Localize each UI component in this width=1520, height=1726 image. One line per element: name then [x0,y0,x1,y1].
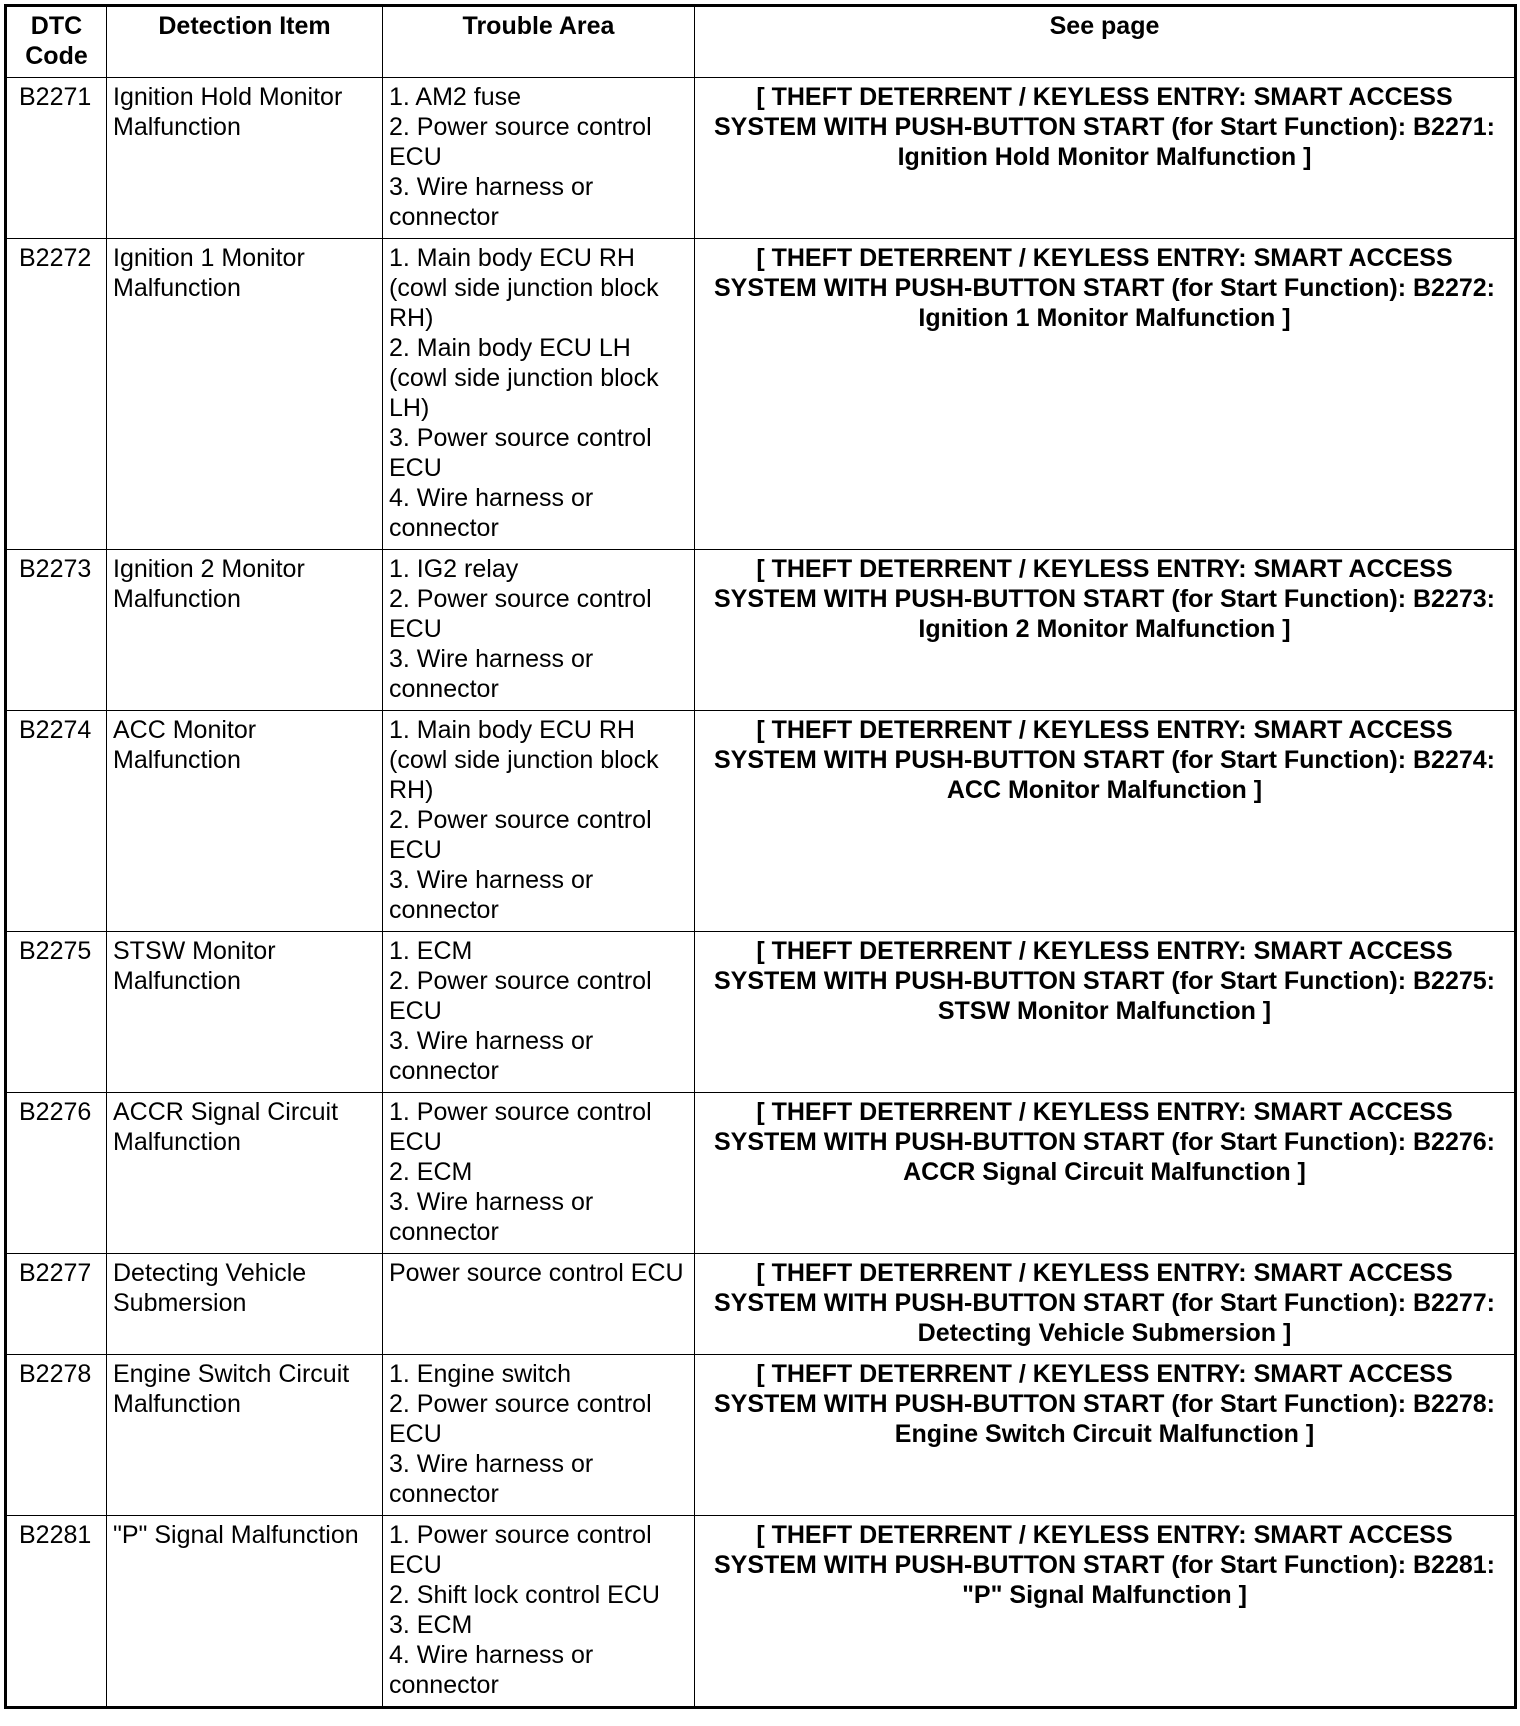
see-page-link[interactable]: [ THEFT DETERRENT / KEYLESS ENTRY: SMART ACCESS SYSTEM WITH PUSH-BUTTON START (for Start Function): B2277: Detecting Vehicle Submersion ] [695,1254,1516,1355]
trouble-area-cell [383,1254,695,1355]
trouble-area-item: 1. Main body ECU RH (cowl side junction block RH) [389,716,659,804]
trouble-area-item: 2. Power source control ECU [389,1390,652,1448]
trouble-area-item: 1. Engine switch [389,1360,572,1388]
table-row [6,1516,1516,1708]
trouble-area-item: Power source control ECU [389,1259,684,1287]
header-see-page: See page [695,6,1516,78]
trouble-area-item: 2. Main body ECU LH (cowl side junction block LH) [389,334,659,422]
dtc-code-cell: B2275 [6,932,107,1093]
trouble-area-item: 1. Power source control ECU [389,1521,652,1579]
see-page-link[interactable]: [ THEFT DETERRENT / KEYLESS ENTRY: SMART ACCESS SYSTEM WITH PUSH-BUTTON START (for Start Function): B2281: "P" Signal Malfunction ] [695,1516,1516,1708]
see-page-link[interactable]: [ THEFT DETERRENT / KEYLESS ENTRY: SMART ACCESS SYSTEM WITH PUSH-BUTTON START (for Start Function): B2273: Ignition 2 Monitor Malfunction ] [695,550,1516,711]
trouble-area-item: 3. Wire harness or connector [389,645,594,703]
detection-item-cell: Ignition 2 Monitor Malfunction [107,550,383,711]
table-row [6,1093,1516,1254]
detection-item-cell: ACCR Signal Circuit Malfunction [107,1093,383,1254]
trouble-area-item: 3. Wire harness or connector [389,1027,594,1085]
trouble-area-item: 3. Power source control ECU [389,424,652,482]
table-header-row [6,6,1516,78]
trouble-area-item: 1. AM2 fuse [389,83,522,111]
trouble-area-item: 2. Power source control ECU [389,967,652,1025]
table-row [6,550,1516,711]
trouble-area-item: 3. Wire harness or connector [389,866,594,924]
trouble-area-cell [383,1093,695,1254]
table-row [6,78,1516,239]
trouble-area-item: 1. Power source control ECU [389,1098,652,1156]
table-row [6,1254,1516,1355]
see-page-link[interactable]: [ THEFT DETERRENT / KEYLESS ENTRY: SMART ACCESS SYSTEM WITH PUSH-BUTTON START (for Start Function): B2275: STSW Monitor Malfunction ] [695,932,1516,1093]
header-detection-item: Detection Item [107,6,383,78]
detection-item-cell: Detecting Vehicle Submersion [107,1254,383,1355]
see-page-link[interactable]: [ THEFT DETERRENT / KEYLESS ENTRY: SMART ACCESS SYSTEM WITH PUSH-BUTTON START (for Start Function): B2278: Engine Switch Circuit Malfunction ] [695,1355,1516,1516]
trouble-area-cell [383,932,695,1093]
table-row [6,711,1516,932]
dtc-code-cell: B2276 [6,1093,107,1254]
dtc-code-cell: B2274 [6,711,107,932]
detection-item-cell: ACC Monitor Malfunction [107,711,383,932]
header-trouble-area: Trouble Area [383,6,695,78]
detection-item-cell: "P" Signal Malfunction [107,1516,383,1708]
dtc-table [4,4,1517,1709]
table-row [6,932,1516,1093]
header-dtc-code-line1: DTC [30,12,83,40]
trouble-area-item: 3. ECM [389,1611,473,1639]
table-body [6,78,1516,1708]
trouble-area-item: 1. Main body ECU RH (cowl side junction block RH) [389,244,659,332]
dtc-code-cell: B2271 [6,78,107,239]
header-dtc-code-line2: Code [25,42,88,70]
trouble-area-item: 3. Wire harness or connector [389,1450,594,1508]
dtc-code-cell: B2281 [6,1516,107,1708]
dtc-code-cell: B2273 [6,550,107,711]
trouble-area-cell [383,1516,695,1708]
trouble-area-item: 1. IG2 relay [389,555,519,583]
trouble-area-cell [383,1355,695,1516]
dtc-code-cell: B2277 [6,1254,107,1355]
table-row [6,239,1516,550]
see-page-link[interactable]: [ THEFT DETERRENT / KEYLESS ENTRY: SMART ACCESS SYSTEM WITH PUSH-BUTTON START (for Start Function): B2274: ACC Monitor Malfunction ] [695,711,1516,932]
trouble-area-cell [383,239,695,550]
table-row [6,1355,1516,1516]
see-page-link[interactable]: [ THEFT DETERRENT / KEYLESS ENTRY: SMART ACCESS SYSTEM WITH PUSH-BUTTON START (for Start Function): B2271: Ignition Hold Monitor Malfunction ] [695,78,1516,239]
see-page-link[interactable]: [ THEFT DETERRENT / KEYLESS ENTRY: SMART ACCESS SYSTEM WITH PUSH-BUTTON START (for Start Function): B2276: ACCR Signal Circuit Malfunction ] [695,1093,1516,1254]
trouble-area-item: 4. Wire harness or connector [389,1641,594,1699]
detection-item-cell: Ignition Hold Monitor Malfunction [107,78,383,239]
trouble-area-cell [383,78,695,239]
trouble-area-item: 3. Wire harness or connector [389,173,594,231]
detection-item-cell: Engine Switch Circuit Malfunction [107,1355,383,1516]
dtc-code-cell: B2272 [6,239,107,550]
trouble-area-item: 2. Shift lock control ECU [389,1581,660,1609]
trouble-area-item: 1. ECM [389,937,473,965]
trouble-area-item: 3. Wire harness or connector [389,1188,594,1246]
trouble-area-cell [383,550,695,711]
trouble-area-cell [383,711,695,932]
trouble-area-item: 2. Power source control ECU [389,113,652,171]
trouble-area-item: 2. ECM [389,1158,473,1186]
dtc-code-cell: B2278 [6,1355,107,1516]
detection-item-cell: STSW Monitor Malfunction [107,932,383,1093]
trouble-area-item: 4. Wire harness or connector [389,484,594,542]
see-page-link[interactable]: [ THEFT DETERRENT / KEYLESS ENTRY: SMART ACCESS SYSTEM WITH PUSH-BUTTON START (for Start Function): B2272: Ignition 1 Monitor Malfunction ] [695,239,1516,550]
header-dtc-code [6,6,107,78]
trouble-area-item: 2. Power source control ECU [389,806,652,864]
detection-item-cell: Ignition 1 Monitor Malfunction [107,239,383,550]
trouble-area-item: 2. Power source control ECU [389,585,652,643]
